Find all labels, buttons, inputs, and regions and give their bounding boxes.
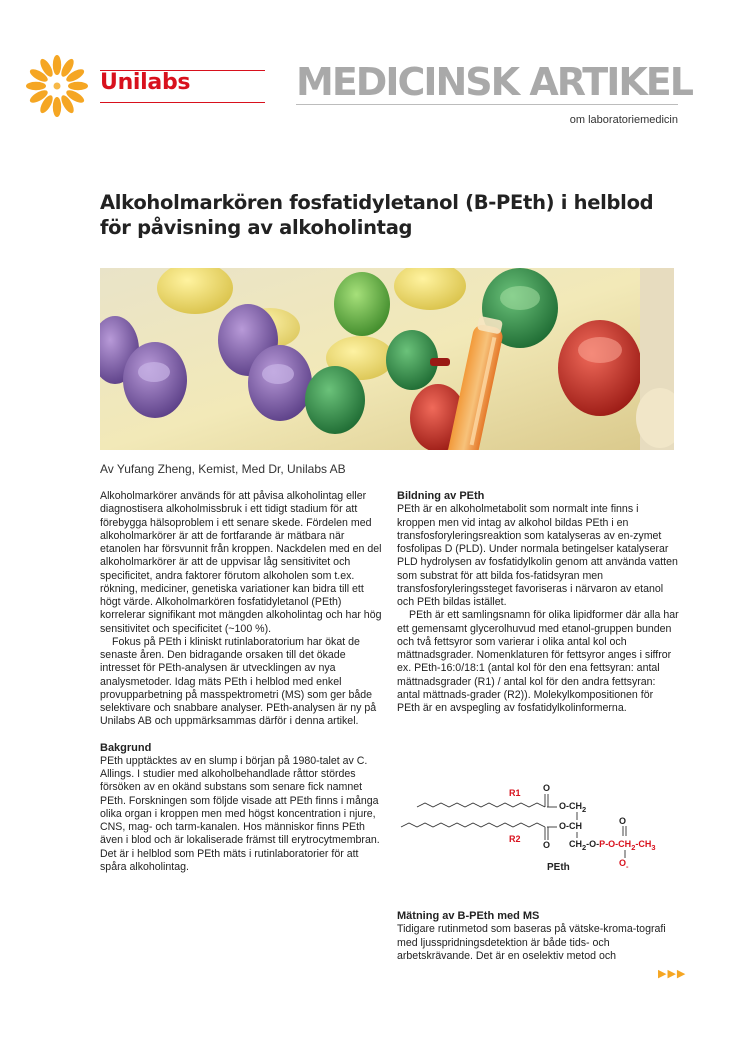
left-column bbox=[100, 490, 382, 874]
o-ch-label: O-CH bbox=[559, 821, 582, 831]
r2-label: R2 bbox=[509, 834, 521, 844]
peth-structure-bonds bbox=[397, 780, 687, 880]
carbonyl-o-1: O bbox=[543, 783, 551, 793]
intro-paragraph-2: Fokus på PEth i kliniskt rutinlaboratorium har ökat de senaste åren. Den bidragande orsaken till det ökade intresset för PEth-analysen är utvecklingen av nya analysmetoder. Idag mäts PEth i helblod med enkel provupparbetning på masspektrometri (MS) som ger både selektivare och snabbare analyser. PEth-analysen är ny på Unilabs AB och uppmärksammas därför i denna artikel. bbox=[100, 635, 377, 728]
logo-rule-bottom bbox=[100, 102, 265, 103]
carbonyl-o-2: O bbox=[543, 840, 551, 850]
matning-paragraph: Tidigare rutinmetod som baseras på vätske-kroma-tografi med ljusspridningsdetektion är både tids- och arbetskrävande. Det är en oselektiv metod och bbox=[397, 923, 666, 962]
bakgrund-paragraph: PEth upptäcktes av en slump i början på 1980-talet av C. Allings. I studier med alkoholbehandlade råttor stördes försöken av en okänd substans som senare fick namnet PEth. Forskningen som följde visade att PEth finns i många olika organ i kroppen men med högst koncentration i njure, CNS, mag- och tarm-kanalen. Hos människor finns PEth även i blod och är lokaliserade främst till erytrocytmembran. Det är i helblod som PEth mäts i rutinlaboratorier för att spåra alkoholintag. bbox=[100, 754, 380, 873]
r1-label: R1 bbox=[509, 788, 521, 798]
ch2-o-p-label: $CH_2-O-P-O-CH_2-CH_3$ bbox=[569, 839, 656, 852]
section-heading-bildning: Bildning av PEth bbox=[397, 490, 485, 502]
right-column bbox=[397, 490, 679, 715]
header-rule bbox=[296, 104, 678, 105]
phosphate-o-minus: $O_-$ bbox=[619, 858, 629, 871]
unilabs-sun-logo-icon bbox=[24, 53, 90, 119]
structure-name: PEth bbox=[547, 862, 570, 873]
phosphate-o-top: O bbox=[619, 816, 627, 826]
header-title: MEDICINSK ARTIKEL bbox=[296, 60, 692, 104]
unilabs-wordmark: Unilabs bbox=[100, 70, 191, 95]
right-column-bottom bbox=[397, 910, 679, 963]
section-heading-matning: Mätning av B-PEth med MS bbox=[397, 910, 540, 922]
header-subtitle: om laboratoriemedicin bbox=[569, 114, 678, 126]
continue-arrows-icon: ▶▶▶ bbox=[658, 968, 687, 980]
intro-paragraph-1: Alkoholmarkörer används för att påvisa alkoholintag eller diagnostisera alkoholmissbruk i ett tidigt stadium för att förebygga hälsoproblem i ett senare skede. Fördelen med alkoholmarkörer är att de fortfarande är mätbara när etanolen har försvunnit från kroppen. Nackdelen med en del alkoholmarkörer är att de uppvisar låg sensitivitet och specificitet, andra faktorer förutom alkoholen som t.ex. rökning, mediciner, genetiska variationer kan bidra till ett högt värde. Alkoholmarkören fosfatidyletanol (PEth) korrelerar signifikant mot mängden alkoholintag och har hög sensitivitet och specificitet (~100 %). bbox=[100, 490, 382, 635]
section-heading-bakgrund: Bakgrund bbox=[100, 741, 152, 754]
peth-structure-diagram bbox=[397, 780, 687, 880]
bildning-paragraph-2: PEth är ett samlingsnamn för olika lipidformer där alla har ett gemensamt glycerolhuvud med etanol-gruppen bunden och två fettsyror som varierar i olika antal kol och mättnadsgrader. Nomenklaturen för fettsyror anges i siffror ex. PEth-16:0/18:1 (antal kol för den ena fettsyran: antal mättnadsgrader (R1) / antal kol för den andra fettsyran: antal mättnads-grader (R2)). Molekylkompositionen för PEth är en avspegling av fosfatidylkolinformerna. bbox=[397, 609, 679, 714]
article-byline: Av Yufang Zheng, Kemist, Med Dr, Unilabs AB bbox=[100, 462, 346, 476]
o-ch2-label: $O-CH_2$ bbox=[559, 801, 587, 814]
bildning-paragraph-1: PEth är en alkoholmetabolit som normalt inte finns i kroppen men vid intag av alkohol bildas PEth i en transfosforyleringsreaktion som katalyseras av en-zymet fosfolipas D (PLD). Under normala betingelser katalyserar PLD hydrolysen av fosfatidylkolin genom att använda vatten som substrat för att bilda fos-fatidsyran men transfosforyleringssteget favoriseras i närvaron av etanol och PEth bildas istället. bbox=[397, 503, 678, 608]
test-tubes-photo bbox=[100, 268, 674, 450]
article-title: Alkoholmarkören fosfatidyletanol (B-PEth) i helblod för påvisning av alkoholintag bbox=[100, 191, 654, 239]
